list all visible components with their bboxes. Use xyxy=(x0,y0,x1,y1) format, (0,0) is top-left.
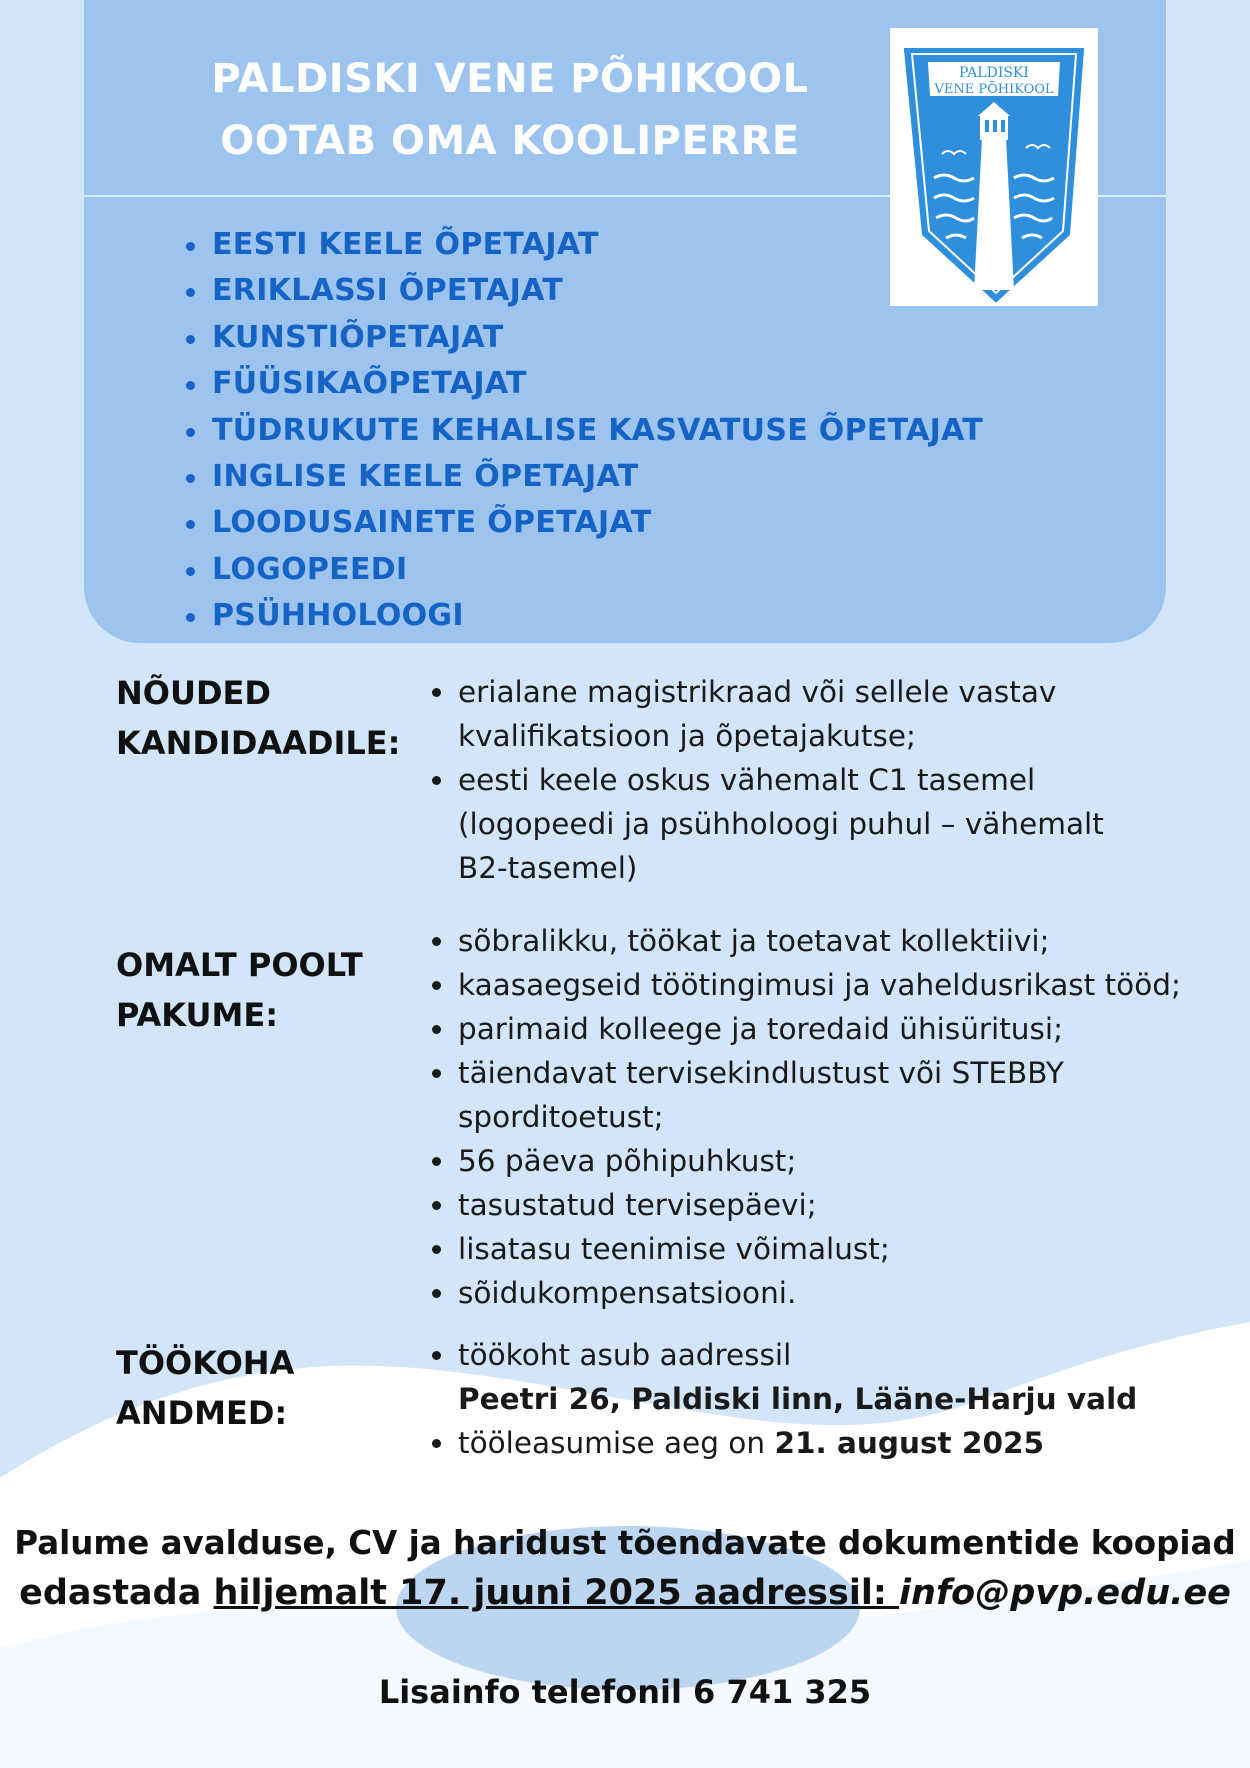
workplace-label-line-2: ANDMED: xyxy=(116,1394,288,1432)
offer-item: lisatasu teenimise võimalust; xyxy=(432,1227,1181,1271)
requirement-item: eesti keele oskus vähemalt C1 tasemel (logopeedi ja psühholoogi puhul – vähemalt B2-tasemel) xyxy=(432,758,1104,890)
logo-text-line-1: PALDISKI xyxy=(959,65,1029,81)
workplace-label xyxy=(116,1338,294,1438)
offer-item: 56 päeva põhipuhkust; xyxy=(432,1139,1181,1183)
open-positions-list xyxy=(182,222,983,640)
requirements-label-line-2: KANDIDAADILE: xyxy=(116,724,401,762)
requirements-label xyxy=(116,668,400,768)
title-line-1: PALDISKI VENE PÕHIKOOL xyxy=(211,56,809,102)
position-item: TÜDRUKUTE KEHALISE KASVATUSE ÕPETAJAT xyxy=(182,408,983,454)
offer-label-line-1: OMALT POOLT xyxy=(116,946,363,984)
email-link[interactable]: info@pvp.edu.ee xyxy=(899,1573,1231,1613)
page-title xyxy=(160,48,860,172)
title-line-2: OOTAB OMA KOOLIPERRE xyxy=(220,118,800,164)
requirements-label-line-1: NÕUDED xyxy=(116,674,271,712)
position-item: ERIKLASSI ÕPETAJAT xyxy=(182,268,983,314)
position-item: LOGOPEEDI xyxy=(182,547,983,593)
position-item: LOODUSAINETE ÕPETAJAT xyxy=(182,500,983,546)
logo-text-line-2: VENE PÕHIKOOL xyxy=(934,82,1054,97)
start-date: 21. august 2025 xyxy=(774,1426,1045,1460)
position-item: EESTI KEELE ÕPETAJAT xyxy=(182,222,983,268)
offer-item: sõbralikku, töökat ja toetavat kollektiivi; xyxy=(432,919,1181,963)
requirements-list xyxy=(432,670,1104,890)
position-item: FÜÜSIKAÕPETAJAT xyxy=(182,361,983,407)
workplace-address: Peetri 26, Paldiski linn, Lääne-Harju vald xyxy=(458,1382,1138,1416)
position-item: PSÜHHOLOOGI xyxy=(182,593,983,639)
offer-label-line-2: PAKUME: xyxy=(116,996,278,1034)
workplace-item: tööleasumise aeg on 21. august 2025 xyxy=(432,1421,1137,1465)
phone-info: Lisainfo telefonil 6 741 325 xyxy=(378,1673,872,1711)
workplace-item: töökoht asub aadressil Peetri 26, Paldiski linn, Lääne-Harju vald xyxy=(432,1333,1137,1421)
footer-line-1: Palume avalduse, CV ja haridust tõendavate dokumentide koopiad xyxy=(14,1524,1236,1562)
offer-item: parimaid kolleege ja toredaid ühisüritusi; xyxy=(432,1007,1181,1051)
workplace-label-line-1: TÖÖKOHA xyxy=(116,1344,295,1382)
application-deadline: hiljemalt 17. juuni 2025 aadressil: xyxy=(213,1573,887,1613)
workplace-list xyxy=(432,1333,1137,1465)
offer-item: tasustatud tervisepäevi; xyxy=(432,1183,1181,1227)
offer-item: täiendavat tervisekindlustust või STEBBY sporditoetust; xyxy=(432,1051,1181,1139)
offer-item: sõidukompensatsiooni. xyxy=(432,1271,1181,1315)
offer-list xyxy=(432,919,1181,1315)
offer-item: kaasaegseid töötingimusi ja vaheldusrikast tööd; xyxy=(432,963,1181,1007)
offer-label xyxy=(116,940,363,1040)
position-item: INGLISE KEELE ÕPETAJAT xyxy=(182,454,983,500)
position-item: KUNSTIÕPETAJAT xyxy=(182,315,983,361)
requirement-item: erialane magistrikraad või sellele vastav kvalifikatsioon ja õpetajakutse; xyxy=(432,670,1104,758)
footer-line-2: edastada hiljemalt 17. juuni 2025 aadressil: info@pvp.edu.ee xyxy=(19,1573,1231,1613)
